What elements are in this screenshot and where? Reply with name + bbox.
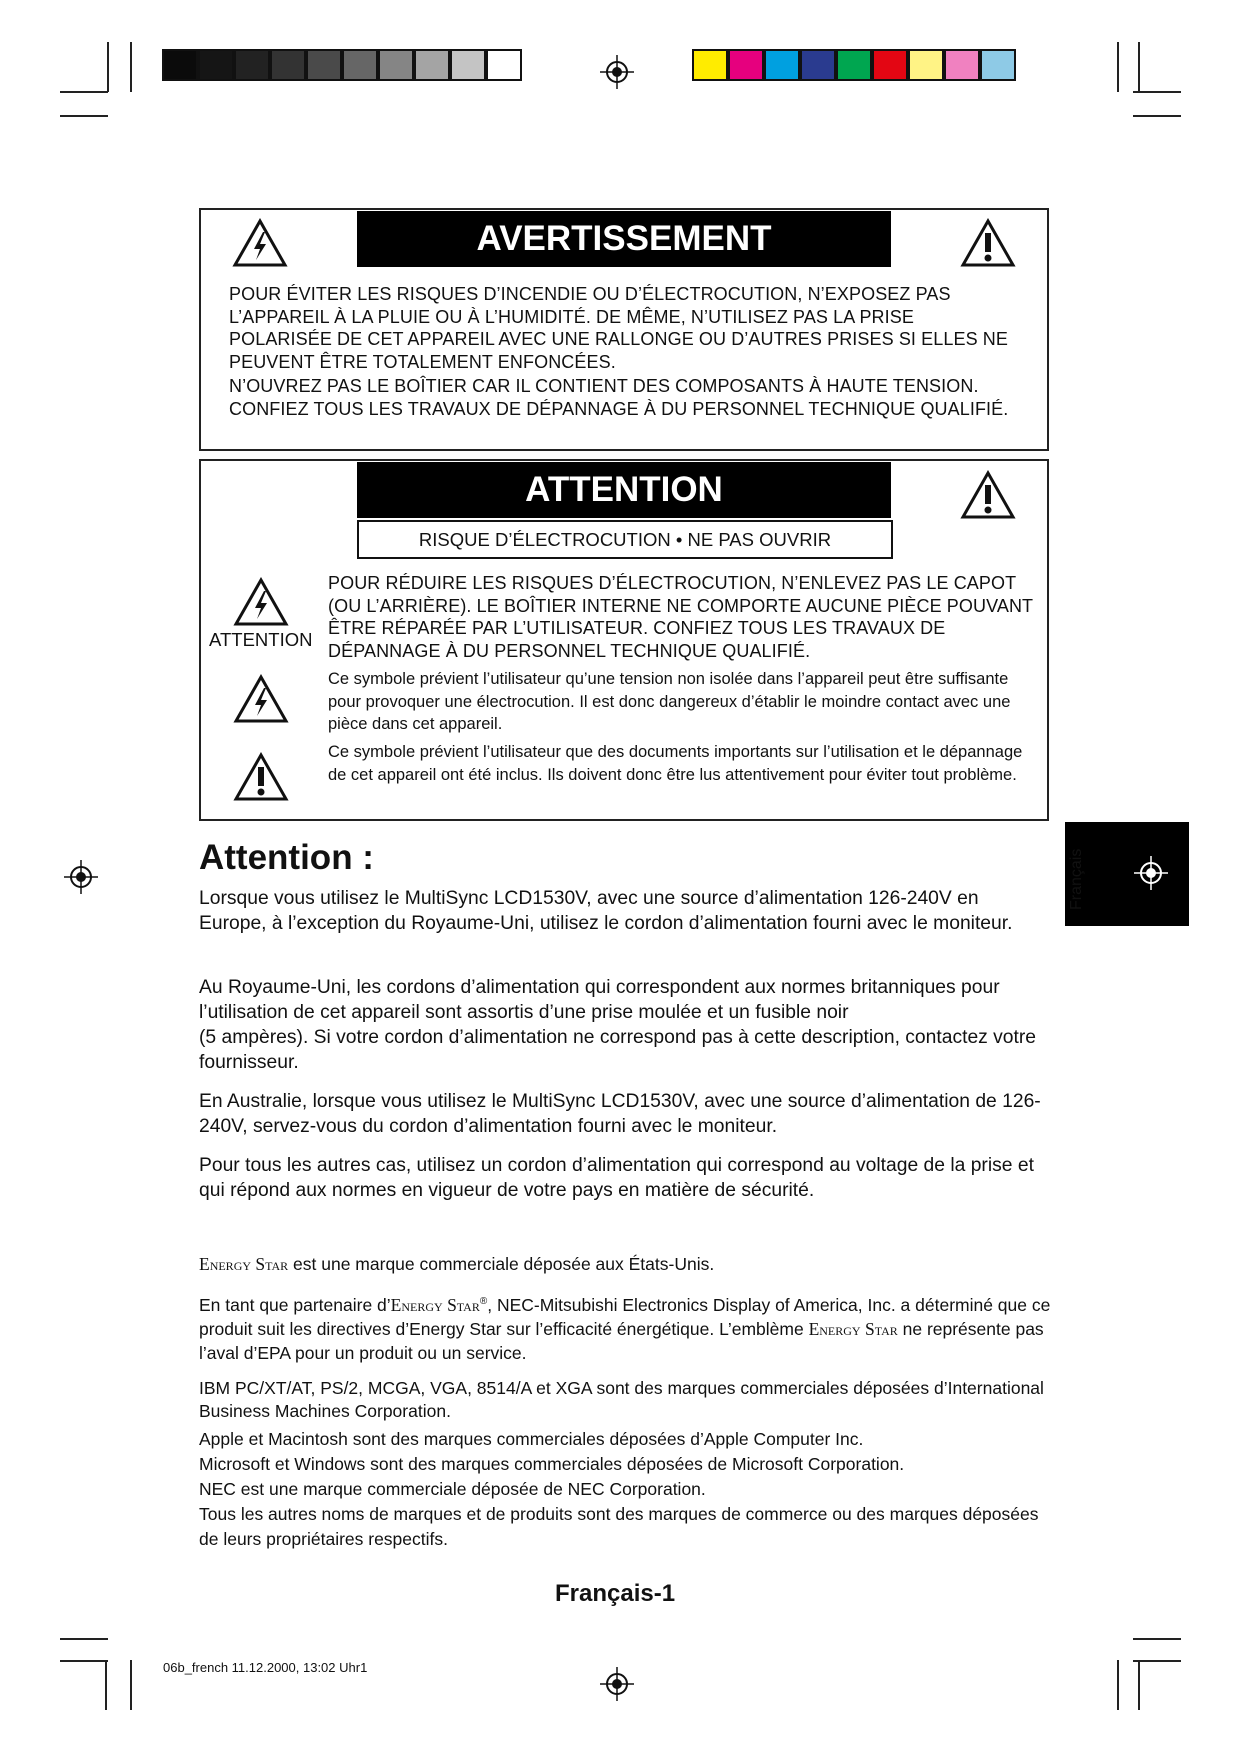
color-swatch [450,49,486,81]
trademark-notice: IBM PC/XT/AT, PS/2, MCGA, VGA, 8514/A et XGA sont des marques commerciales déposées d’International Business Machines Corporation. [199,1378,1044,1421]
trademark-notice: NEC est une marque commerciale déposée de NEC Corporation. [199,1479,706,1499]
print-footer: 06b_french 11.12.2000, 13:02 Uhr1 [163,1660,368,1675]
electric-shock-warning-icon [233,674,289,724]
registration-target-icon [600,1667,634,1701]
energy-star-name: Energy Star [390,1294,480,1315]
registration-target-icon [600,55,634,89]
registration-target-icon [1134,856,1168,890]
color-swatch [800,49,836,81]
energy-star-name: Energy Star [199,1254,289,1274]
avertissement-text: N’OUVREZ PAS LE BOÎTIER CAR IL CONTIENT DES COMPOSANTS À HAUTE TENSION. CONFIEZ TOUS LES TRAVAUX DE DÉPANNAGE À DU PERSONNEL TECHNIQUE QUALIFIÉ. [229,376,1009,419]
exclamation-warning-icon [960,470,1016,520]
attention-text: Ce symbole prévient l’utilisateur qu’une tension non isolée dans l’appareil peut être suffisante pour provoquer une électrocution. Il est donc dangereux d’établir le moindre contact avec une pièce dans cet appareil. [328,670,1011,733]
color-swatch [414,49,450,81]
attention-banner: ATTENTION [357,462,891,518]
color-swatch [162,49,198,81]
registration-target-icon [64,860,98,894]
color-swatch [980,49,1016,81]
trademark-notice: Microsoft et Windows sont des marques commerciales déposées de Microsoft Corporation. [199,1454,905,1474]
attention-text: POUR RÉDUIRE LES RISQUES D’ÉLECTROCUTION, N’ENLEVEZ PAS LE CAPOT (OU L’ARRIÈRE). LE BOÎTIER INTERNE NE COMPORTE AUCUNE PIÈCE POUVANT ÊTRE RÉPARÉE PAR L’UTILISATEUR. CONFIEZ TOUS LES TRAVAUX DE DÉPANNAGE À DU PERSONNEL TECHNIQUE QUALIFIÉ. [328,573,1033,661]
color-swatch [872,49,908,81]
energy-star-notice: Energy Star est une marque commerciale déposée aux États-Unis. [199,1254,715,1274]
section-heading: Attention : [199,838,374,877]
color-swatch [728,49,764,81]
paragraph: En Australie, lorsque vous utilisez le MultiSync LCD1530V, avec une source d’alimentation de 126-240V, servez-vous du cordon d’alimentation fourni avec le moniteur. [199,1091,1041,1137]
attention-subtitle: RISQUE D’ÉLECTROCUTION • NE PAS OUVRIR [357,520,893,559]
exclamation-warning-icon [233,752,289,802]
trademark-notice: Apple et Macintosh sont des marques commerciales déposées d’Apple Computer Inc. [199,1429,864,1449]
language-tab-label: Français [1068,848,1085,910]
attention-text: Ce symbole prévient l’utilisateur que des documents importants sur l’utilisation et le dépannage de cet appareil ont été inclus. Ils doivent donc être lus attentivement pour éviter tout problème. [328,743,1023,784]
color-swatch [378,49,414,81]
trademark-notice: Tous les autres noms de marques et de produits sont des marques de commerce ou des marques déposées de leurs propriétaires respectifs. [199,1504,1039,1549]
paragraph: (5 ampères). Si votre cordon d’alimentation ne correspond pas à cette description, contactez votre fournisseur. [199,1027,1037,1073]
color-swatch [306,49,342,81]
color-swatch [270,49,306,81]
paragraph: Pour tous les autres cas, utilisez un cordon d’alimentation qui correspond au voltage de la prise et qui répond aux normes en vigueur de votre pays en matière de sécurité. [199,1155,1034,1201]
color-swatch [764,49,800,81]
color-swatch [692,49,728,81]
paragraph: Lorsque vous utilisez le MultiSync LCD1530V, avec une source d’alimentation 126-240V en Europe, à l’exception du Royaume-Uni, utilisez le cordon d’alimentation fourni avec le moniteur. [199,888,1013,934]
paragraph: Au Royaume-Uni, les cordons d’alimentation qui correspondent aux normes britanniques pour l’utilisation de cet appareil sont assortis d’une prise moulée et un fusible noir [199,977,1000,1023]
color-swatch [944,49,980,81]
energy-star-partner-notice: En tant que partenaire d’Energy Star®, NEC-Mitsubishi Electronics Display of America, Inc. a déterminé que ce produit suit les directives d’Energy Star sur l’efficacité énergétique. L’emblème Energy Star ne représente pas l’aval d’EPA pour un produit ou un service. [199,1294,1051,1363]
color-swatch [486,49,522,81]
electric-shock-warning-icon [233,577,289,627]
color-swatch [836,49,872,81]
color-swatch [198,49,234,81]
attention-icon-label: ATTENTION [209,629,313,650]
avertissement-text: POUR ÉVITER LES RISQUES D’INCENDIE OU D’ÉLECTROCUTION, N’EXPOSEZ PAS L’APPAREIL À LA PLUIE OU À L’HUMIDITÉ. DE MÊME, N’UTILISEZ PAS LA PRISE POLARISÉE DE CET APPAREIL AVEC UNE RALLONGE OU D’AUTRES PRISES SI ELLES NE PEUVENT ÊTRE TOTALEMENT ENFONCÉES. [229,284,1008,372]
color-swatch [342,49,378,81]
color-swatch [908,49,944,81]
electric-shock-warning-icon [232,218,288,268]
color-swatch [234,49,270,81]
energy-star-name: Energy Star [808,1318,898,1339]
exclamation-warning-icon [960,218,1016,268]
avertissement-banner: AVERTISSEMENT [357,211,891,267]
page-number: Français-1 [555,1580,676,1607]
